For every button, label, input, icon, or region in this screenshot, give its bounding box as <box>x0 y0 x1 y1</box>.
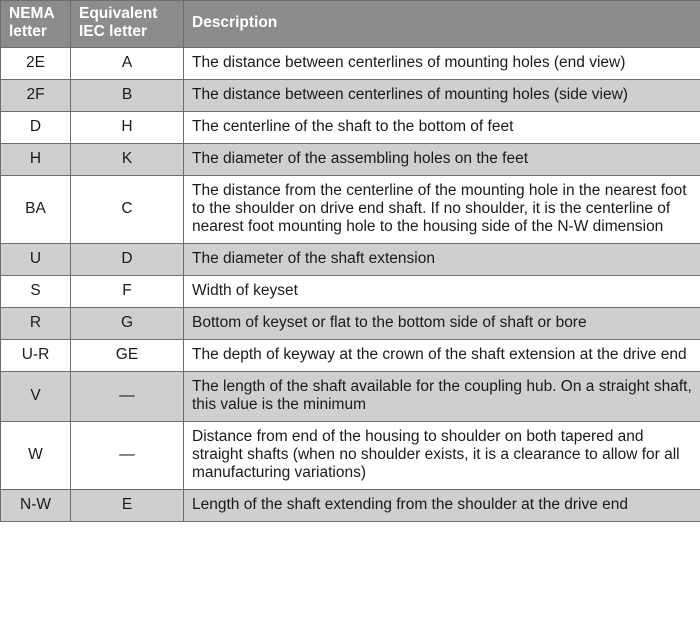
table-row <box>1 490 700 522</box>
table-row <box>1 48 700 80</box>
table-row <box>1 176 700 244</box>
description-cell: Width of keyset <box>184 276 700 308</box>
iec-cell: D <box>71 244 184 276</box>
table-row <box>1 112 700 144</box>
nema-cell: U <box>1 244 71 276</box>
iec-cell: H <box>71 112 184 144</box>
nema-cell: D <box>1 112 71 144</box>
table-row <box>1 308 700 340</box>
nema-cell: N-W <box>1 490 71 522</box>
iec-cell: G <box>71 308 184 340</box>
table-row <box>1 372 700 422</box>
header-iec-letter: Equivalent IEC letter <box>71 1 184 48</box>
table-row <box>1 422 700 490</box>
iec-cell: C <box>71 176 184 244</box>
iec-cell: B <box>71 80 184 112</box>
nema-cell: U-R <box>1 340 71 372</box>
nema-cell: 2F <box>1 80 71 112</box>
description-cell: Length of the shaft extending from the shoulder at the drive end <box>184 490 700 522</box>
nema-cell: W <box>1 422 71 490</box>
nema-cell: BA <box>1 176 71 244</box>
description-cell: Bottom of keyset or flat to the bottom side of shaft or bore <box>184 308 700 340</box>
iec-cell: F <box>71 276 184 308</box>
nema-cell: H <box>1 144 71 176</box>
description-cell: The depth of keyway at the crown of the shaft extension at the drive end <box>184 340 700 372</box>
table-header-row <box>1 1 700 48</box>
table-row <box>1 80 700 112</box>
iec-cell: A <box>71 48 184 80</box>
iec-cell: — <box>71 422 184 490</box>
description-cell: The diameter of the shaft extension <box>184 244 700 276</box>
nema-cell: V <box>1 372 71 422</box>
iec-cell: — <box>71 372 184 422</box>
description-cell: The diameter of the assembling holes on the feet <box>184 144 700 176</box>
description-cell: The centerline of the shaft to the bottom of feet <box>184 112 700 144</box>
description-cell: The distance between centerlines of mounting holes (end view) <box>184 48 700 80</box>
nema-cell: S <box>1 276 71 308</box>
nema-cell: R <box>1 308 71 340</box>
nema-cell: 2E <box>1 48 71 80</box>
table-row <box>1 276 700 308</box>
header-description: Description <box>184 1 700 48</box>
description-cell: The distance between centerlines of mounting holes (side view) <box>184 80 700 112</box>
table-row <box>1 340 700 372</box>
description-cell: The distance from the centerline of the mounting hole in the nearest foot to the shoulder on drive end shaft. If no shoulder, it is the centerline of nearest foot mounting hole to the housing side of the N-W dimension <box>184 176 700 244</box>
description-cell: Distance from end of the housing to shoulder on both tapered and straight shafts (when no shoulder exists, it is a clearance to allow for all manufacturing variations) <box>184 422 700 490</box>
iec-cell: GE <box>71 340 184 372</box>
iec-cell: E <box>71 490 184 522</box>
header-nema-letter: NEMA letter <box>1 1 71 48</box>
description-cell: The length of the shaft available for the coupling hub. On a straight shaft, this value is the minimum <box>184 372 700 422</box>
iec-cell: K <box>71 144 184 176</box>
table-row <box>1 244 700 276</box>
table-row <box>1 144 700 176</box>
